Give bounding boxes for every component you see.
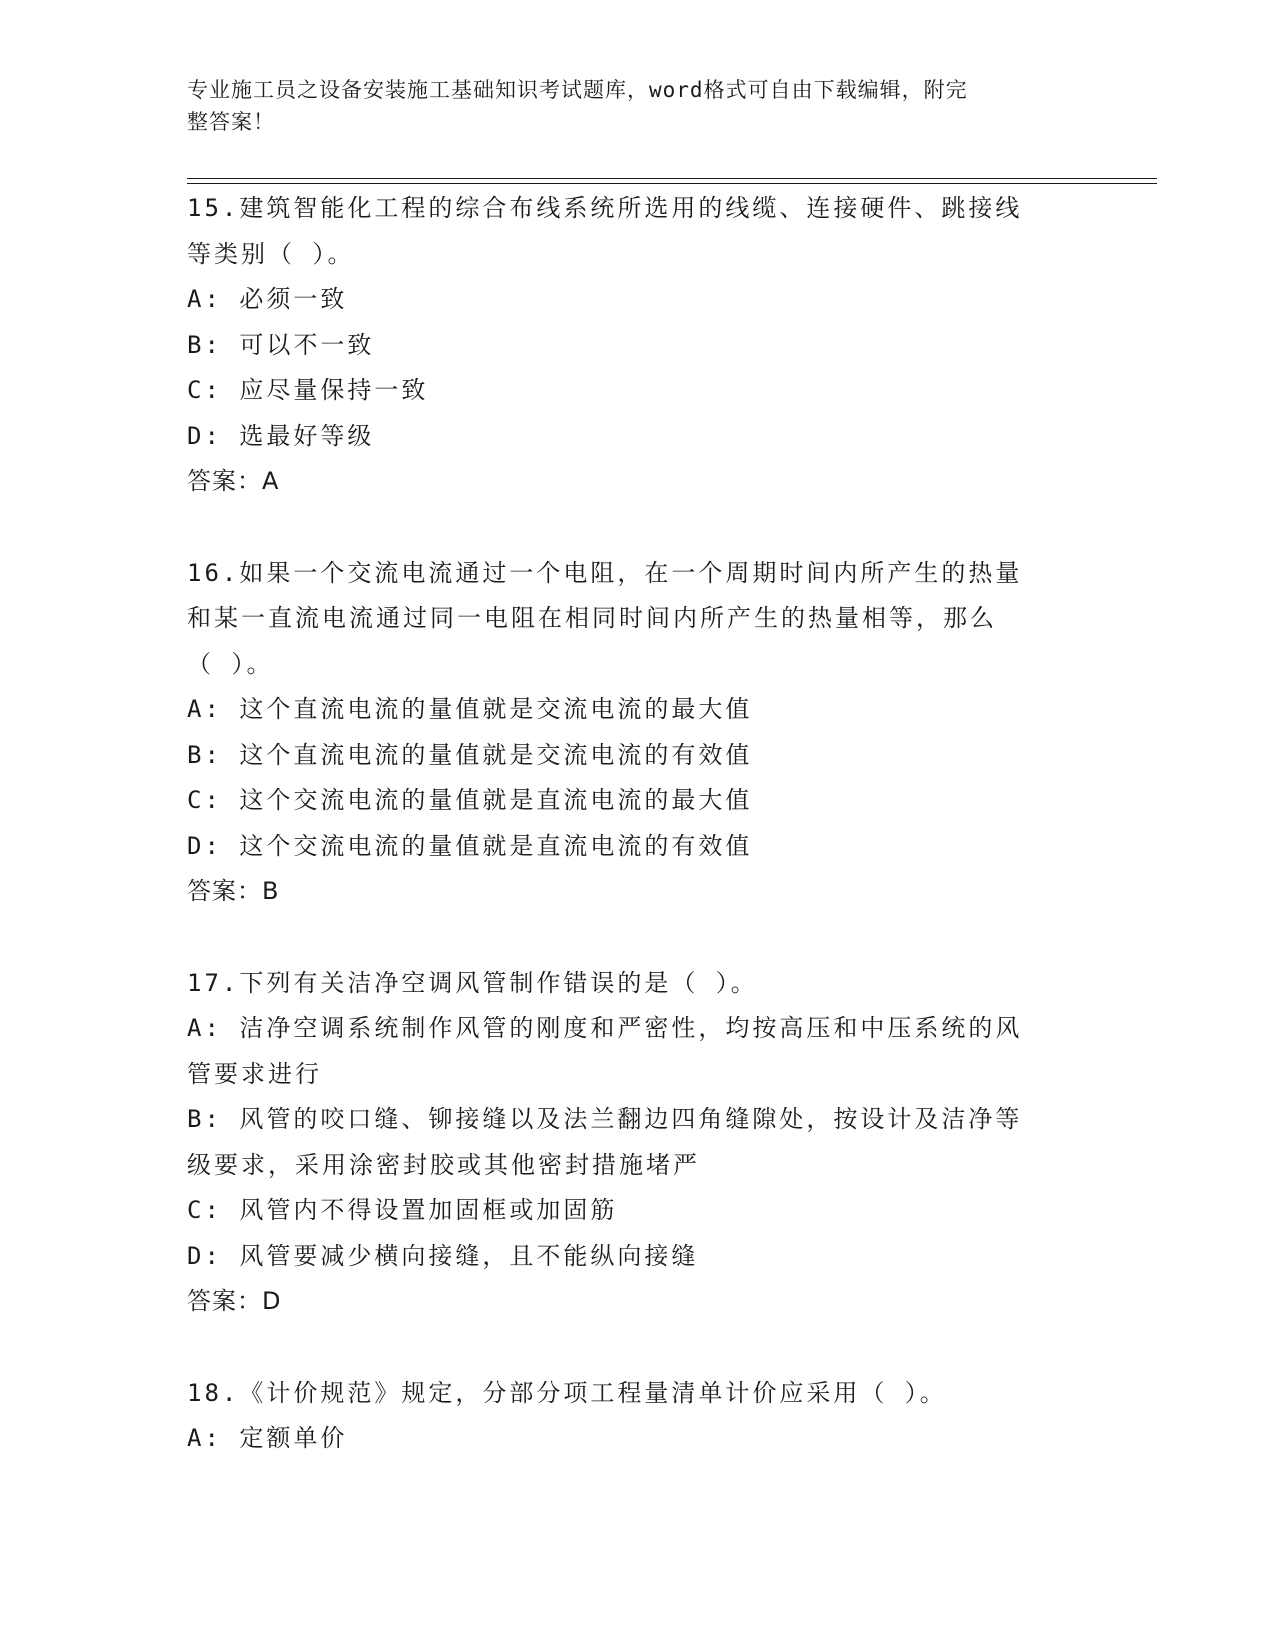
option-text-line: D: 选最好等级: [187, 421, 375, 450]
option-text-line: C: 风管内不得设置加固框或加固筋: [187, 1196, 618, 1224]
answer-line: 答案：B: [187, 877, 280, 905]
question-3: [187, 961, 1067, 1325]
option-text-line: A: 必须一致: [187, 285, 348, 313]
question-1: [187, 186, 1067, 505]
question-stem-line: 17.下列有关洁净空调风管制作错误的是（ ）。: [187, 968, 758, 997]
document-header: [187, 74, 1067, 138]
question-4: [187, 1371, 1067, 1462]
option-b: [187, 323, 1067, 369]
option-a: [187, 687, 1067, 733]
question-stem-line: （ ）。: [187, 649, 274, 678]
option-text-line: B: 可以不一致: [187, 330, 375, 359]
option-c: [187, 368, 1067, 414]
question-stem-line: 18.《计价规范》规定，分部分项工程量清单计价应采用（ ）。: [187, 1378, 947, 1407]
option-text-line: 管要求进行: [187, 1059, 322, 1088]
header-line-2: 整答案！: [187, 110, 275, 134]
answer-line: 答案：D: [187, 1287, 282, 1315]
question-stem-line: 15.建筑智能化工程的综合布线系统所选用的线缆、连接硬件、跳接线: [187, 194, 1023, 222]
answer-line: 答案：A: [187, 467, 280, 495]
option-c: [187, 778, 1067, 824]
option-text-line: 级要求，采用涂密封胶或其他密封措施堵严: [187, 1150, 700, 1179]
option-text-line: D: 风管要减少横向接缝，且不能纵向接缝: [187, 1241, 699, 1270]
option-text-line: B: 风管的咬口缝、铆接缝以及法兰翻边四角缝隙处，按设计及洁净等: [187, 1105, 1023, 1133]
option-text-line: A: 这个直流电流的量值就是交流电流的最大值: [187, 695, 753, 723]
question-stem-line: 16.如果一个交流电流通过一个电阻，在一个周期时间内所产生的热量: [187, 558, 1023, 587]
option-text-line: C: 这个交流电流的量值就是直流电流的最大值: [187, 786, 753, 814]
option-b: [187, 733, 1067, 779]
question-2: [187, 551, 1067, 915]
header-line-1: 专业施工员之设备安装施工基础知识考试题库，word格式可自由下载编辑，附完: [187, 78, 968, 102]
option-d: [187, 1234, 1067, 1280]
option-d: [187, 824, 1067, 870]
option-text-line: B: 这个直流电流的量值就是交流电流的有效值: [187, 740, 753, 769]
option-text-line: C: 应尽量保持一致: [187, 376, 429, 404]
option-a: [187, 1006, 1067, 1097]
option-a: [187, 1416, 1067, 1462]
option-text-line: D: 这个交流电流的量值就是直流电流的有效值: [187, 831, 753, 860]
question-stem-line: 等类别（ ）。: [187, 239, 355, 268]
option-text-line: A: 洁净空调系统制作风管的刚度和严密性，均按高压和中压系统的风: [187, 1014, 1023, 1042]
option-b: [187, 1097, 1067, 1188]
option-c: [187, 1188, 1067, 1234]
header-divider-bottom: [187, 183, 1157, 184]
question-stem-line: 和某一直流电流通过同一电阻在相同时间内所产生的热量相等，那么: [187, 604, 997, 632]
header-divider-top: [187, 178, 1157, 179]
option-a: [187, 277, 1067, 323]
question-list: [187, 186, 1067, 1508]
option-text-line: A: 定额单价: [187, 1424, 348, 1452]
option-d: [187, 414, 1067, 460]
